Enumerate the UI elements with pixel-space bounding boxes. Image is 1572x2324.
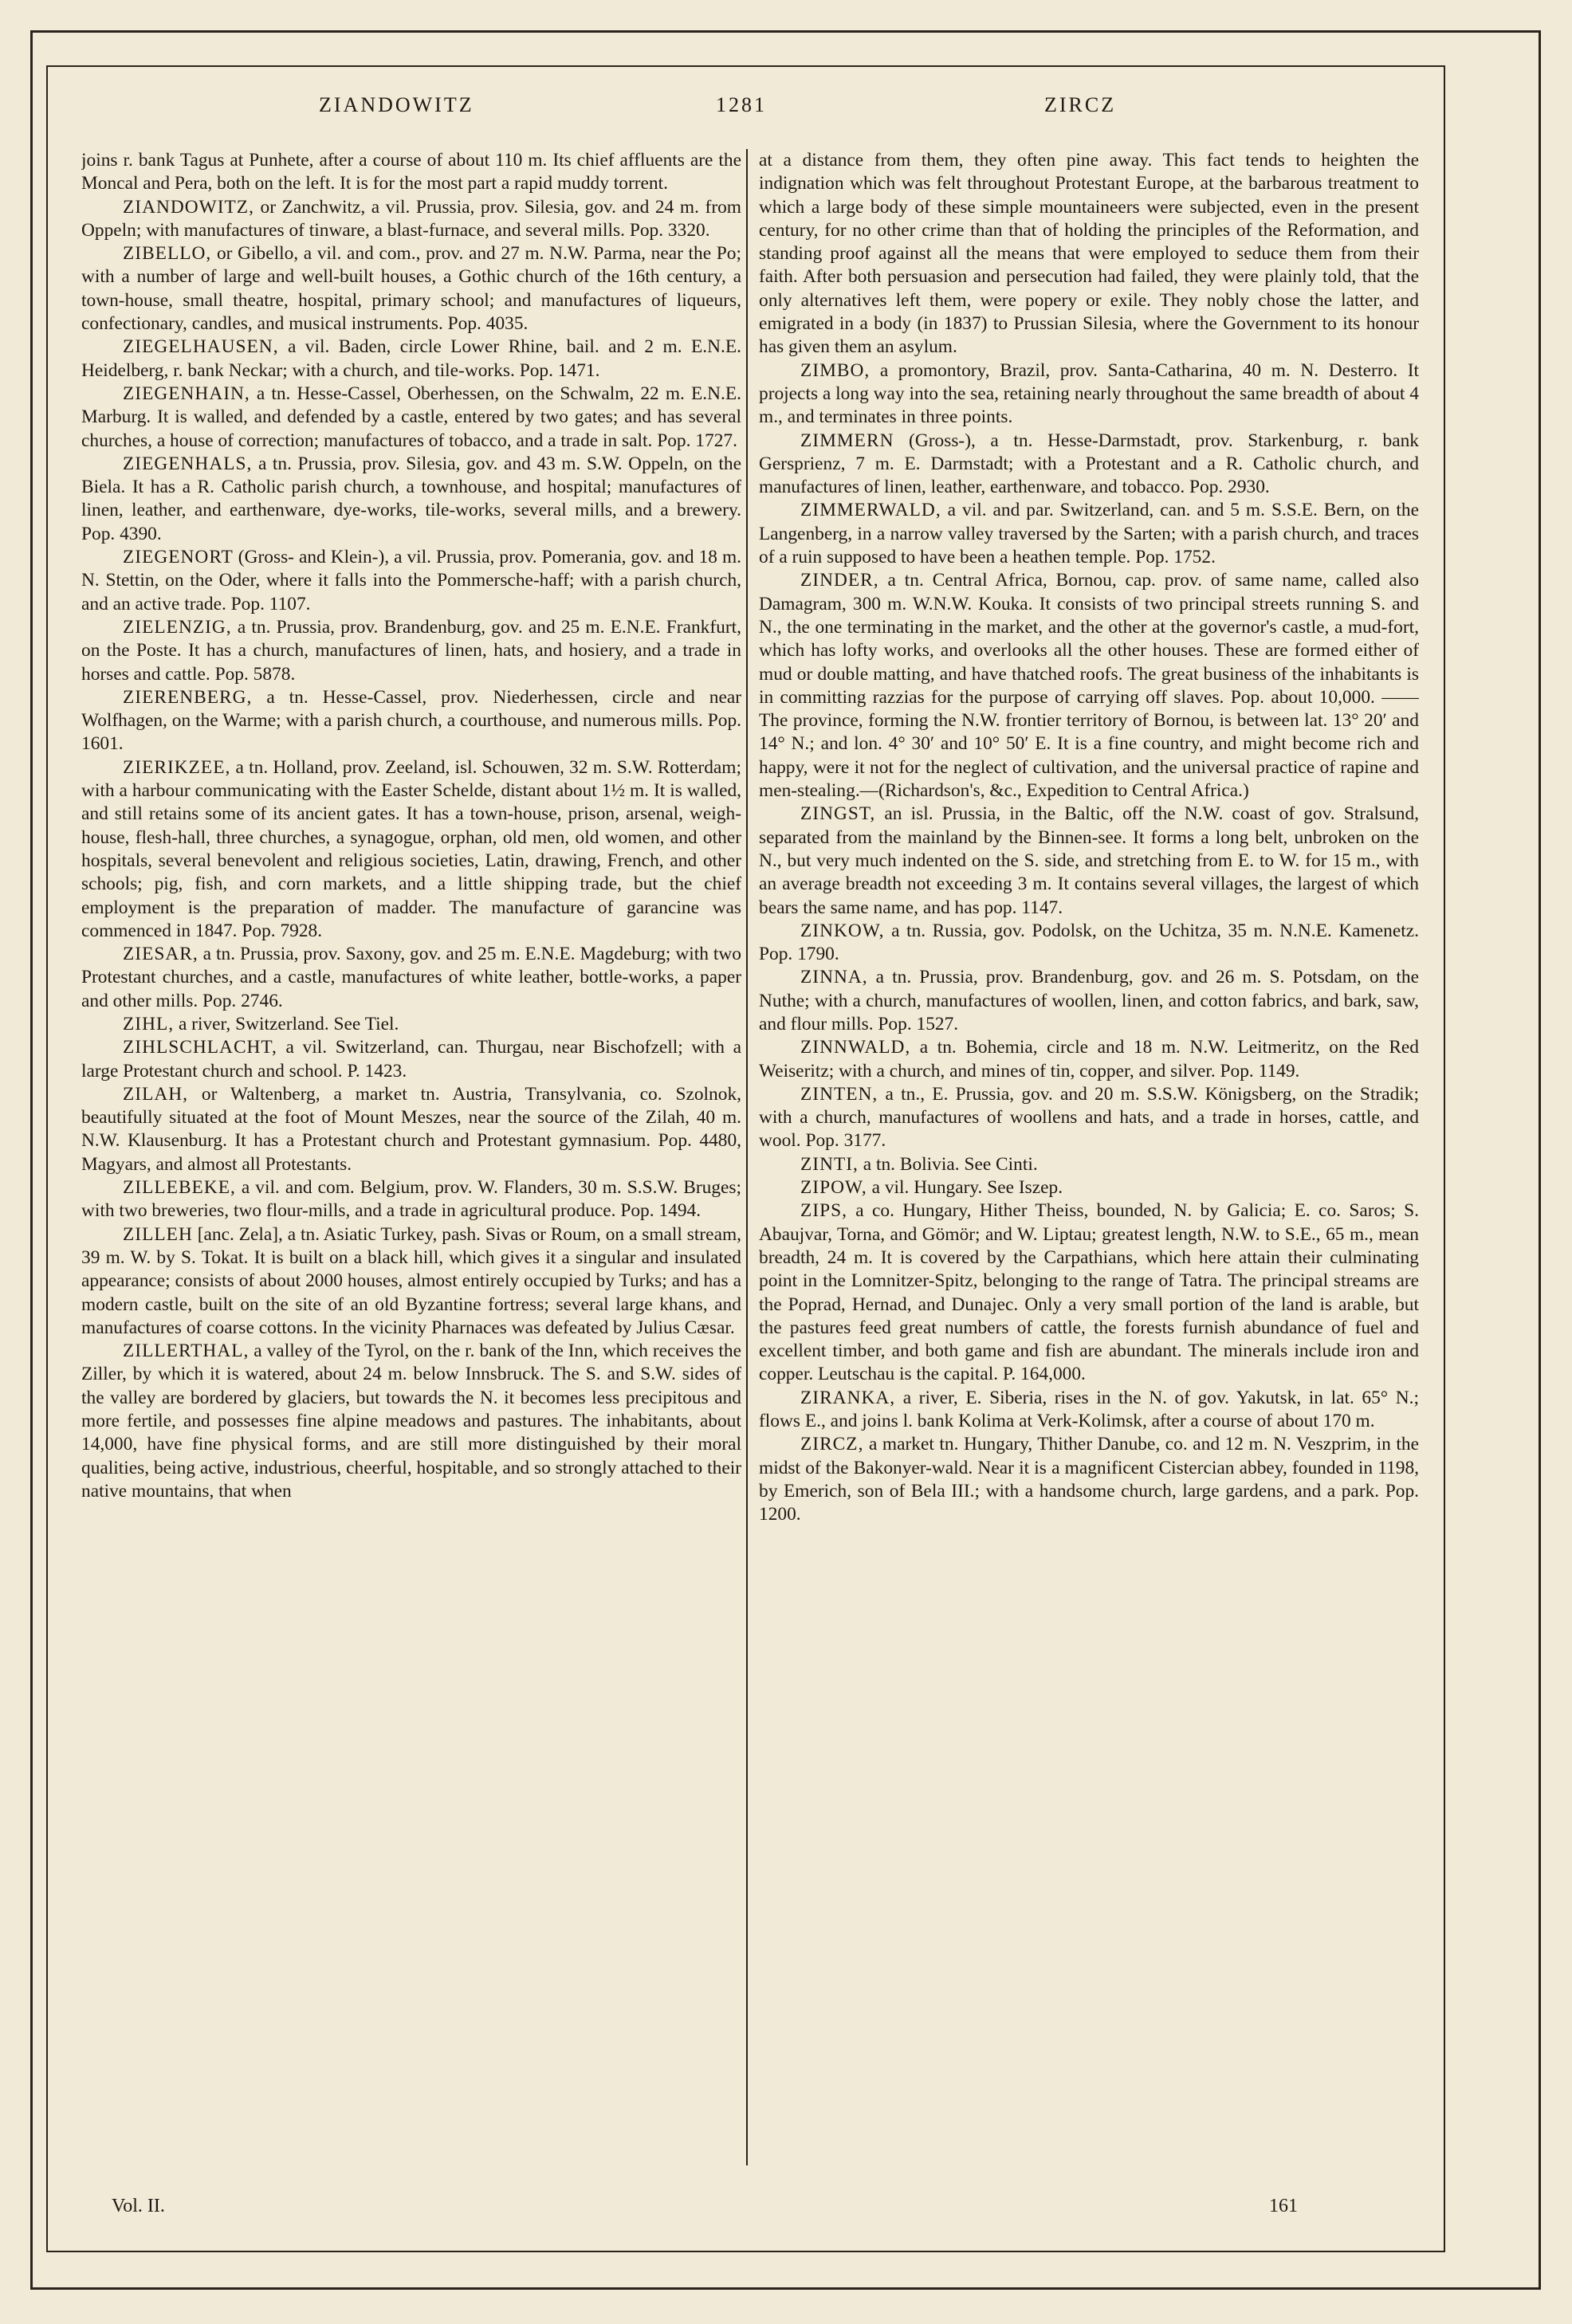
gazetteer-entry [81, 336, 741, 383]
gazetteer-entry [81, 756, 741, 943]
entry-headword: ZIHL, [123, 1013, 175, 1034]
outer-top-rule [30, 30, 1541, 33]
gazetteer-entry [81, 1223, 741, 1340]
running-header [56, 93, 1443, 130]
inner-left-rule [46, 65, 48, 2252]
entry-headword: ZILAH, [123, 1083, 188, 1105]
entry-text: or Gibello, a vil. and com., prov. and 27 m. N.W. Parma, near the Po; with a number of large and well-built houses, a Gothic church of the 16th century, a town-house, small theatre, hospital, primary school; and manufactures of liqueurs, confectionary, candles, and musical instruments. Pop. 4035. [81, 243, 741, 335]
entry-text: a tn. Central Africa, Bornou, cap. prov. of same name, called also Damagram, 300 m. W.N.W. Kouka. It consists of two principal streets running S. and N., the one terminating in the market, and the other at the governor's castle, a mud-fort, which has lofty works, and overlooks all the other houses. These are formed either of mud or double matting, and have thatched roofs. The great business of the inhabitants is in committing razzias for the purpose of carrying off slaves. Pop. about 10,000. ——The province, forming the N.W. frontier territory of Bornou, is between lat. 13° 20′ and 14° N.; and lon. 4° 30′ and 10° 50′ E. It is a fine country, and might become rich and happy, were it not for the neglect of cultivation, and the universal practice of rapine and men-stealing.—(Richardson's, &c., Expedition to Central Africa.) [759, 570, 1419, 802]
entry-text: a vil. Hungary. See Iszep. [867, 1177, 1063, 1199]
entry-headword: ZINNA, [800, 967, 868, 988]
entry-headword: ZIELENZIG, [123, 616, 232, 638]
entry-headword: ZINDER, [800, 570, 879, 591]
entry-headword: ZILLERTHAL, [123, 1341, 250, 1362]
gazetteer-entry [81, 383, 741, 453]
entry-text: an isl. Prussia, in the Baltic, off the N.W. coast of gov. Stralsund, separated from the mainland by the Binnen-see. It forms a long belt, unbroken on the N., but very much indented on the S. side, and stretching from E. to W. for 15 m., with an average breadth not exceeding 3 m. It contains several villages, the largest of which bears the same name, and has pop. 1147. [759, 803, 1419, 918]
gazetteer-entry [81, 1036, 741, 1083]
entry-headword: ZIMBO, [800, 359, 870, 381]
dictionary-page [56, 76, 1443, 2236]
outer-bottom-rule [30, 2287, 1541, 2290]
entry-text: a tn. Prussia, prov. Saxony, gov. and 25 m. E.N.E. Magdeburg; with two Protestant churches, and a castle, manufactures of white leather, bottle-works, a paper and other mills. Pop. 2746. [81, 944, 741, 1011]
gazetteer-entry [759, 1153, 1419, 1176]
gazetteer-entry [81, 1176, 741, 1223]
entry-text: a tn. Prussia, prov. Brandenburg, gov. and 25 m. E.N.E. Frankfurt, on the Poste. It has a church, manufactures of linen, hats, and hosiery, and a trade in horses and cattle. Pop. 5878. [81, 616, 741, 685]
entry-text: a valley of the Tyrol, on the r. bank of the Inn, which receives the Ziller, by which it is watered, about 24 m. below Innsbruck. The S. and S.W. sides of the valley are bordered by glaciers, but towards the N. it becomes less precipitous and more fertile, and possesses fine alpine meadows and pastures. The inhabitants, about 14,000, have fine physical forms, and are still more distinguished by their moral qualities, being active, industrious, cheerful, hospitable, and so strongly attached to their native mountains, that when [81, 1341, 741, 1502]
entry-text: a tn. Prussia, prov. Silesia, gov. and 43 m. S.W. Oppeln, on the Biela. It has a R. Catholic parish church, a townhouse, and hospital; manufactures of linen, leather, and earthenware, dye-works, tile-works, several mills, and a brewery. Pop. 4390. [81, 453, 741, 544]
entry-text: a vil. Switzerland, can. Thurgau, near Bischofzell; with a large Protestant church and school. P. 1423. [81, 1037, 741, 1082]
entry-headword: ZIRCZ, [800, 1434, 864, 1455]
entry-text: a tn., E. Prussia, gov. and 20 m. S.S.W. Königsberg, on the Stradik; with a church, manufactures of woollens and hats, and a trade in horses, cattle, and wool. Pop. 3177. [759, 1083, 1419, 1152]
page-number: 1281 [716, 93, 767, 116]
entry-headword: ZIMMERN [800, 430, 894, 451]
entry-headword: ZIBELLO, [123, 243, 212, 265]
right-column [759, 149, 1419, 2165]
gazetteer-entry [759, 966, 1419, 1036]
entry-text: or Zanchwitz, a vil. Prussia, prov. Silesia, gov. and 24 m. from Oppeln; with manufactures of tinware, a blast-furnace, and several mills. Pop. 3320. [81, 196, 741, 241]
gazetteer-entry [759, 430, 1419, 500]
entry-headword: ZINTI, [800, 1153, 859, 1175]
gazetteer-entry [81, 149, 741, 196]
entry-text: [anc. Zela], a tn. Asiatic Turkey, pash. Sivas or Roum, on a small stream, 39 m. W. by S. Tokat. It is built on a black hill, which gives it a singular and insulated appearance; consists of about 2000 houses, almost entirely occupied by Turks; and has a modern castle, built on the site of an old Byzantine fortress; several large khans, and manufactures of coarse cottons. In the vicinity Pharnaces was defeated by Julius Cæsar. [81, 1223, 741, 1338]
gazetteer-entry [759, 803, 1419, 919]
entry-headword: ZIRANKA, [800, 1387, 896, 1408]
gazetteer-entry [759, 1176, 1419, 1199]
entry-text: a vil. Baden, circle Lower Rhine, bail. and 2 m. E.N.E. Heidelberg, r. bank Neckar; with a church, and tile-works. Pop. 1471. [81, 336, 741, 381]
entry-text: a tn. Holland, prov. Zeeland, isl. Schouwen, 32 m. S.W. Rotterdam; with a harbour communicating with the Easter Schelde, distant about 1½ m. It is walled, and still retains some of its ancient gates. It has a town-house, prison, arsenal, weigh-house, flesh-hall, three churches, a synagogue, orphan, old men, old women, and other hospitals, several benevolent and religious societies, Latin, drawing, French, and other schools; pig, fish, and corn markets, and a little shipping trade, but the chief employment is the preparation of madder. The manufacture of garancine was commenced in 1847. Pop. 7928. [81, 756, 741, 941]
gazetteer-entry [759, 1036, 1419, 1083]
gazetteer-entry [759, 359, 1419, 430]
gazetteer-entry [81, 242, 741, 336]
header-right-word: ZIRCZ [1044, 93, 1117, 116]
entry-headword: ZIPS, [800, 1200, 847, 1222]
gazetteer-entry [759, 569, 1419, 803]
entry-headword: ZIANDOWITZ, [123, 196, 254, 218]
outer-right-rule [1539, 30, 1541, 2290]
entry-text: a promontory, Brazil, prov. Santa-Catharina, 40 m. N. Desterro. It projects a long way into the sea, retaining nearly throughout the same breadth of about 4 m., and terminates in three points. [759, 359, 1419, 428]
entry-text: a river, Switzerland. See Tiel. [174, 1013, 399, 1034]
gazetteer-entry [81, 943, 741, 1013]
entry-headword: ZIERIKZEE, [123, 756, 231, 778]
entry-headword: ZIESAR, [123, 944, 198, 965]
entry-headword: ZIEGENORT [123, 547, 234, 568]
outer-left-rule [30, 30, 33, 2290]
entry-text: a tn. Prussia, prov. Brandenburg, gov. and 26 m. S. Potsdam, on the Nuthe; with a church, manufactures of woollen, linen, and cotton fabrics, and bark, saw, and flour mills. Pop. 1527. [759, 967, 1419, 1034]
gazetteer-entry [759, 1387, 1419, 1434]
entry-text: a vil. and par. Switzerland, can. and 5 m. S.S.E. Bern, on the Langenberg, in a narrow valley traversed by the Sarten; with a parish church, and traces of a ruin supposed to have been a heathen temple. Pop. 1752. [759, 500, 1419, 568]
entry-text: a tn. Bohemia, circle and 18 m. N.W. Leitmeritz, on the Red Weiseritz; with a church, and mines of tin, copper, and silver. Pop. 1149. [759, 1037, 1419, 1082]
entry-text: or Waltenberg, a market tn. Austria, Transylvania, co. Szolnok, beautifully situated at the foot of Mount Meszes, near the source of the Zilah, 40 m. N.W. Klausenburg. It has a Protestant church and Protestant gymnasium. Pop. 4480, Magyars, and almost all Protestants. [81, 1083, 741, 1175]
entry-text: (Gross- and Klein-), a vil. Prussia, prov. Pomerania, gov. and 18 m. N. Stettin, on the Oder, where it falls into the Pommersche-haff; with a parish church, and an active trade. Pop. 1107. [81, 547, 741, 614]
gazetteer-entry [81, 196, 741, 243]
entry-headword: ZINNWALD, [800, 1037, 911, 1058]
entry-text: at a distance from them, they often pine away. This fact tends to heighten the indignation which was felt throughout Protestant Europe, at the barbarous treatment to which a large body of these simple mountaineers were subjected, even in the present century, for no other crime than that of holding the principles of the Reformation, and standing proof against all the means that were employed to seduce them from their faith. After both persuasion and persecution had failed, they were plainly told, that the only alternatives left them, were popery or exile. They nobly chose the latter, and emigrated in a body (in 1837) to Prussian Silesia, where the Government to its honour has given them an asylum. [759, 150, 1419, 358]
entry-text: joins r. bank Tagus at Punhete, after a course of about 110 m. Its chief affluents are the Moncal and Pera, both on the left. It is for the most part a rapid muddy torrent. [81, 150, 741, 194]
entry-text: a market tn. Hungary, Thither Danube, co. and 12 m. N. Veszprim, in the midst of the Bakonyer-wald. Near it is a magnificent Cistercian abbey, founded in 1198, by Emerich, son of Bela III.; with a handsome church, large gardens, and a park. Pop. 1200. [759, 1434, 1419, 1525]
gazetteer-entry [759, 1433, 1419, 1526]
signature-mark: 161 [1269, 2196, 1298, 2216]
entry-headword: ZIHLSCHLACHT, [123, 1037, 277, 1058]
gazetteer-entry [81, 546, 741, 616]
left-column [81, 149, 741, 2165]
inner-bottom-rule [46, 2251, 1445, 2252]
entry-headword: ZINKOW, [800, 920, 885, 941]
entry-headword: ZIEGENHAIN, [123, 383, 250, 404]
entry-text: a tn. Bolivia. See Cinti. [858, 1153, 1038, 1175]
entry-headword: ZIMMERWALD, [800, 500, 941, 521]
header-left-word: ZIANDOWITZ [319, 93, 474, 116]
entry-text: a vil. and com. Belgium, prov. W. Flanders, 30 m. S.S.W. Bruges; with two breweries, two flour-mills, and a trade in agricultural produce. Pop. 1494. [81, 1177, 741, 1222]
entry-headword: ZILLEBEKE, [123, 1177, 236, 1199]
inner-right-rule [1444, 65, 1445, 2252]
gazetteer-entry [759, 1199, 1419, 1386]
gazetteer-entry [81, 686, 741, 756]
entry-headword: ZIEGELHAUSEN, [123, 336, 279, 358]
gazetteer-entry [81, 1340, 741, 1503]
entry-text: a river, E. Siberia, rises in the N. of gov. Yakutsk, in lat. 65° N.; flows E., and joins l. bank Kolima at Verk-Kolimsk, after a course of about 170 m. [759, 1387, 1419, 1432]
entry-headword: ZIEGENHALS, [123, 453, 253, 474]
entry-text: a co. Hungary, Hither Theiss, bounded, N. by Galicia; E. co. Saros; S. Abaujvar, Torna, and Gömör; and W. Liptau; greatest length, N.W. to S.E., 65 m., mean breadth, 24 m. It is covered by the Carpathians, which here attain their culminating point in the Lomnitzer-Spitz, belonging to the range of Tatra. The principal streams are the Poprad, Hernad, and Dunajec. Only a very small portion of the land is arable, but the pastures feed great numbers of cattle, the forests furnish abundance of fuel and excellent timber, and both game and fish are abundant. The minerals include iron and copper. Leutschau is the capital. P. 164,000. [759, 1200, 1419, 1385]
volume-label: Vol. II. [112, 2196, 165, 2216]
gazetteer-entry [759, 1083, 1419, 1153]
gazetteer-entry [81, 1083, 741, 1176]
inner-top-rule [46, 65, 1445, 67]
entry-headword: ZILLEH [123, 1223, 193, 1245]
entry-headword: ZIERENBERG, [123, 686, 253, 708]
gazetteer-entry [759, 920, 1419, 967]
entry-headword: ZINGST, [800, 803, 876, 825]
column-divider [746, 149, 748, 2165]
entry-text: (Gross-), a tn. Hesse-Darmstadt, prov. Starkenburg, r. bank Gersprienz, 7 m. E. Darmstadt; with a Protestant and a R. Catholic church, and manufactures of linen, leather, earthenware, and tobacco. Pop. 2930. [759, 430, 1419, 498]
entry-headword: ZINTEN, [800, 1083, 878, 1105]
gazetteer-entry [81, 1013, 741, 1036]
entry-headword: ZIPOW, [800, 1177, 867, 1199]
page-footer [56, 2196, 1443, 2223]
gazetteer-entry [759, 149, 1419, 359]
entry-text: a tn. Hesse-Cassel, Oberhessen, on the Schwalm, 22 m. E.N.E. Marburg. It is walled, and defended by a castle, entered by two gates; and has several churches, a house of correction; manufactures of tobacco, and a trade in salt. Pop. 1727. [81, 383, 741, 451]
gazetteer-entry [759, 499, 1419, 569]
entry-text: a tn. Russia, gov. Podolsk, on the Uchitza, 35 m. N.N.E. Kamenetz. Pop. 1790. [759, 920, 1419, 965]
entry-text: a tn. Hesse-Cassel, prov. Niederhessen, circle and near Wolfhagen, on the Warme; with a parish church, a courthouse, and numerous mills. Pop. 1601. [81, 686, 741, 755]
gazetteer-entry [81, 616, 741, 686]
gazetteer-entry [81, 453, 741, 546]
